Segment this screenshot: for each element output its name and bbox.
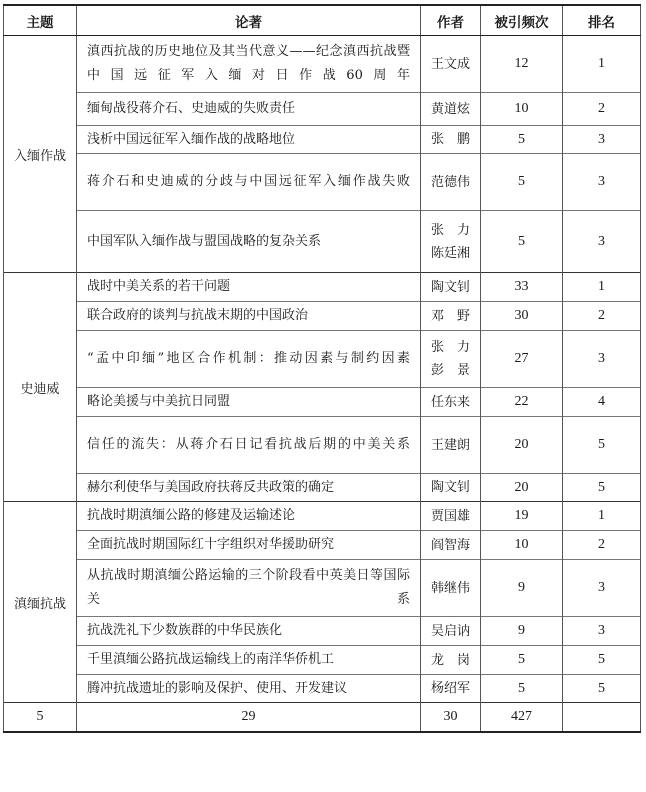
author-name: 阎智海 [430,537,470,553]
author-cell [421,331,481,388]
title-cell: 中国军队入缅作战与盟国战略的复杂关系 [77,211,421,273]
table-row [4,273,641,302]
author-cell [421,646,481,675]
header-citations: 被引频次 [481,5,563,36]
author-name: 陈廷湘 [430,245,470,261]
rank-cell: 1 [563,36,641,93]
total-topics: 5 [4,703,77,733]
title-cell: 赫尔利使华与美国政府扶蒋反共政策的确定 [77,474,421,502]
table-row [4,646,641,675]
citations-cell: 5 [481,211,563,273]
citations-cell: 30 [481,302,563,331]
rank-cell: 3 [563,154,641,211]
rank-cell: 5 [563,675,641,703]
author-name: 韩继伟 [430,580,470,596]
topic-cell: 滇缅抗战 [4,502,77,703]
header-row [4,5,641,36]
author-name: 龙 岗 [430,652,470,668]
table-row [4,560,641,617]
citation-table [3,4,641,733]
table-row [4,126,641,154]
table-row [4,388,641,417]
author-name: 杨绍军 [430,681,470,696]
rank-cell: 4 [563,388,641,417]
rank-cell: 1 [563,502,641,531]
title-cell: 全面抗战时期国际红十字组织对华援助研究 [77,531,421,560]
citations-cell: 20 [481,417,563,474]
author-cell [421,560,481,617]
author-name: 彭 景 [430,363,470,378]
citations-cell: 5 [481,675,563,703]
table-row [4,36,641,93]
author-cell [421,675,481,703]
header-author: 作者 [421,5,481,36]
topic-cell: 入缅作战 [4,36,77,273]
author-name: 张 力 [430,222,470,238]
table-row [4,154,641,211]
table-body [4,36,641,703]
citations-cell: 9 [481,560,563,617]
total-citations: 427 [481,703,563,733]
citations-cell: 20 [481,474,563,502]
author-name: 王文成 [430,56,470,72]
author-name: 陶文钊 [430,480,470,495]
header-topic: 主题 [4,5,77,36]
title-cell: 战时中美关系的若干问题 [77,273,421,302]
author-cell [421,273,481,302]
author-name: 贾国雄 [430,508,470,524]
rank-cell: 5 [563,417,641,474]
title-cell: 腾冲抗战遗址的影响及保护、使用、开发建议 [77,675,421,703]
author-cell [421,417,481,474]
author-cell [421,502,481,531]
title-cell: 缅甸战役蒋介石、史迪威的失败责任 [77,93,421,126]
citations-cell: 5 [481,126,563,154]
table-row [4,331,641,388]
citations-cell: 12 [481,36,563,93]
author-name: 陶文钊 [430,279,470,295]
table-row [4,617,641,646]
citations-cell: 22 [481,388,563,417]
rank-cell: 2 [563,93,641,126]
author-name: 吴启讷 [430,623,470,639]
citations-cell: 10 [481,531,563,560]
title-cell: 浅析中国远征军入缅作战的战略地位 [77,126,421,154]
author-cell [421,211,481,273]
title-cell: 千里滇缅公路抗战运输线上的南洋华侨机工 [77,646,421,675]
header-rank: 排名 [563,5,641,36]
citations-cell: 33 [481,273,563,302]
author-name: 张 鹏 [430,132,470,147]
rank-cell: 5 [563,474,641,502]
total-rank [563,703,641,733]
rank-cell: 5 [563,646,641,675]
table-row [4,93,641,126]
author-cell [421,302,481,331]
title-cell: “孟中印缅”地区合作机制：推动因素与制约因素 [77,331,421,388]
topic-cell: 史迪威 [4,273,77,502]
citations-cell: 9 [481,617,563,646]
table-row [4,502,641,531]
author-name: 黄道炫 [430,101,470,117]
title-cell: 联合政府的谈判与抗战末期的中国政治 [77,302,421,331]
author-cell [421,617,481,646]
rank-cell: 3 [563,331,641,388]
author-cell [421,93,481,126]
title-cell: 抗战时期滇缅公路的修建及运输述论 [77,502,421,531]
table-row [4,474,641,502]
author-name: 王建朗 [430,437,470,453]
title-cell: 蒋介石和史迪威的分歧与中国远征军入缅作战失败 [77,154,421,211]
author-cell [421,154,481,211]
author-name: 范德伟 [430,174,470,190]
citations-cell: 5 [481,154,563,211]
title-cell: 滇西抗战的历史地位及其当代意义——纪念滇西抗战暨中国远征军入缅对日作战60周年 [77,36,421,93]
title-cell: 信任的流失：从蒋介石日记看抗战后期的中美关系 [77,417,421,474]
author-name: 任东来 [430,394,470,410]
author-cell [421,36,481,93]
citations-cell: 5 [481,646,563,675]
citations-cell: 10 [481,93,563,126]
author-name: 邓 野 [430,308,470,324]
rank-cell: 2 [563,302,641,331]
rank-cell: 3 [563,211,641,273]
citations-cell: 19 [481,502,563,531]
rank-cell: 3 [563,617,641,646]
author-cell [421,388,481,417]
rank-cell: 3 [563,560,641,617]
rank-cell: 3 [563,126,641,154]
author-cell [421,474,481,502]
author-cell [421,126,481,154]
title-cell: 抗战洗礼下少数族群的中华民族化 [77,617,421,646]
totals-row [4,703,641,733]
table-row [4,417,641,474]
rank-cell: 2 [563,531,641,560]
table-row [4,302,641,331]
total-titles: 29 [77,703,421,733]
total-authors: 30 [421,703,481,733]
author-name: 张 力 [430,340,470,355]
table-row [4,211,641,273]
citations-cell: 27 [481,331,563,388]
table-row [4,675,641,703]
rank-cell: 1 [563,273,641,302]
table-row [4,531,641,560]
author-cell [421,531,481,560]
title-cell: 从抗战时期滇缅公路运输的三个阶段看中英美日等国际关系 [77,560,421,617]
title-cell: 略论美援与中美抗日同盟 [77,388,421,417]
header-title: 论著 [77,5,421,36]
